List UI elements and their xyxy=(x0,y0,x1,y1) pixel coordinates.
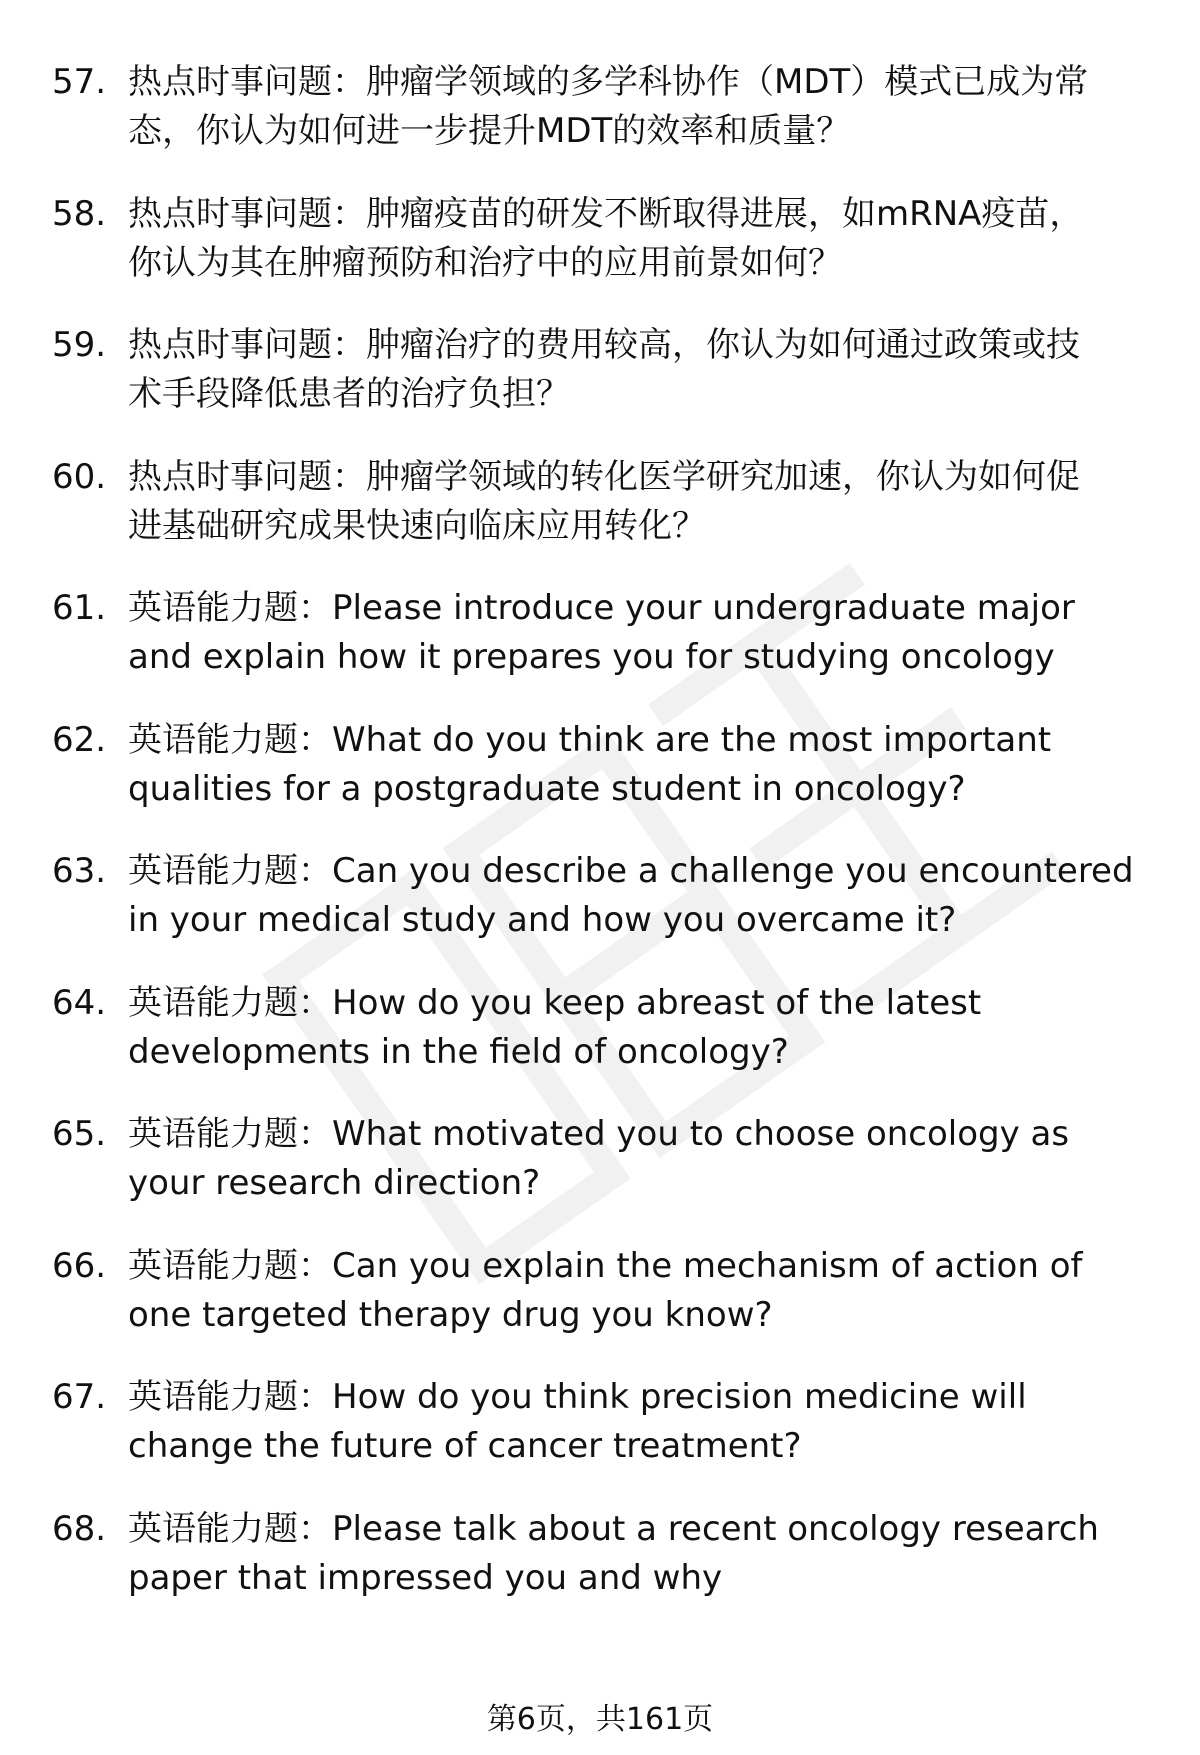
page-number-footer: 第6页，共161页 xyxy=(486,1702,714,1737)
question-item xyxy=(0,321,1200,453)
question-text-line: 你认为其在肿瘤预防和治疗中的应用前景如何？ xyxy=(128,242,842,283)
question-text-line: 英语能力题：What do you think are the most important xyxy=(128,719,1052,760)
question-number: 59. xyxy=(52,325,107,365)
question-number: 66. xyxy=(52,1245,107,1286)
question-text-line: your research direction? xyxy=(128,1163,541,1203)
question-text-line: 态，你认为如何进一步提升MDT的效率和质量？ xyxy=(128,111,851,151)
question-item xyxy=(0,716,1200,848)
question-text-line: 英语能力题：Can you describe a challenge you encountered xyxy=(128,851,1134,891)
question-item xyxy=(0,1110,1200,1242)
question-text-line: 热点时事问题：肿瘤治疗的费用较高，你认为如何通过政策或技 xyxy=(128,325,1080,365)
question-text-line: developments in the field of oncology? xyxy=(128,1031,789,1072)
question-number: 58. xyxy=(52,193,107,234)
question-number: 57. xyxy=(52,62,107,102)
question-text-line: 英语能力题：What motivated you to choose oncology as xyxy=(128,1114,1070,1154)
question-list xyxy=(0,58,1200,1636)
question-number: 63. xyxy=(52,851,107,891)
question-text-line: 术手段降低患者的治疗负担？ xyxy=(128,374,570,414)
question-text-line: 热点时事问题：肿瘤学领域的转化医学研究加速，你认为如何促 xyxy=(128,456,1080,497)
question-number: 65. xyxy=(52,1114,107,1154)
question-number: 68. xyxy=(52,1508,107,1549)
question-text-line: 英语能力题：Please introduce your undergraduate major xyxy=(128,588,1075,628)
question-number: 64. xyxy=(52,982,107,1023)
question-item xyxy=(0,1505,1200,1637)
question-item xyxy=(0,979,1200,1111)
question-number: 62. xyxy=(52,719,107,760)
question-text-line: and explain how it prepares you for studying oncology xyxy=(128,637,1055,677)
question-text-line: one targeted therapy drug you know? xyxy=(128,1294,773,1335)
question-item xyxy=(0,58,1200,190)
question-text-line: qualities for a postgraduate student in oncology? xyxy=(128,768,966,809)
question-number: 67. xyxy=(52,1377,107,1417)
question-text-line: 英语能力题：Can you explain the mechanism of action of xyxy=(128,1245,1083,1286)
question-item xyxy=(0,1373,1200,1505)
question-text-line: in your medical study and how you overcame it? xyxy=(128,900,957,940)
question-item xyxy=(0,190,1200,322)
question-number: 60. xyxy=(52,456,107,497)
question-text-line: 进基础研究成果快速向临床应用转化？ xyxy=(128,505,706,546)
question-text-line: 英语能力题：How do you keep abreast of the latest xyxy=(128,982,982,1023)
question-item xyxy=(0,584,1200,716)
question-item xyxy=(0,1242,1200,1374)
question-text-line: 热点时事问题：肿瘤疫苗的研发不断取得进展，如mRNA疫苗， xyxy=(128,193,1084,234)
question-text-line: 热点时事问题：肿瘤学领域的多学科协作（MDT）模式已成为常 xyxy=(128,62,1089,102)
question-text-line: 英语能力题：Please talk about a recent oncology research xyxy=(128,1508,1099,1549)
question-item xyxy=(0,453,1200,585)
question-number: 61. xyxy=(52,588,107,628)
question-text-line: 英语能力题：How do you think precision medicine will xyxy=(128,1377,1027,1417)
question-item xyxy=(0,847,1200,979)
question-text-line: paper that impressed you and why xyxy=(128,1557,723,1598)
question-text-line: change the future of cancer treatment? xyxy=(128,1426,802,1466)
